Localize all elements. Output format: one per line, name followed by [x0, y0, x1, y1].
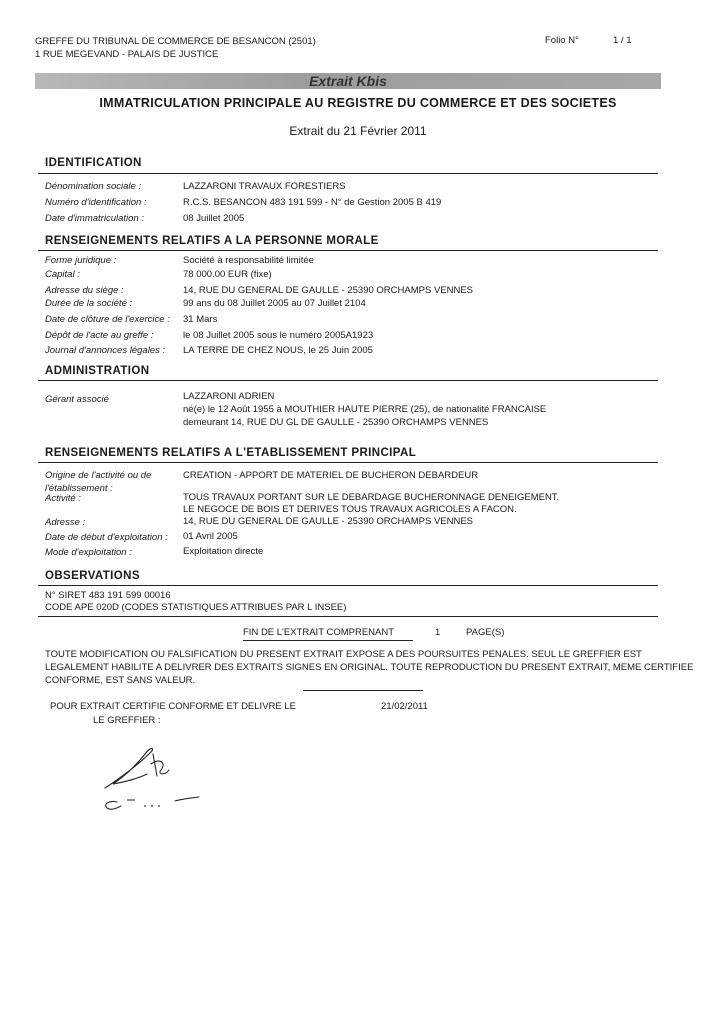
debut-exploitation-value: 01 Avril 2005 [183, 531, 238, 542]
origine-label-line2: l'établissement : [45, 483, 113, 494]
activite-value-line1: TOUS TRAVAUX PORTANT SUR LE DEBARDAGE BUCHERONNAGE DENEIGEMENT. [183, 492, 560, 503]
depot-label: Dépôt de l'acte au greffe : [45, 330, 154, 341]
gerant-name: LAZZARONI ADRIEN [183, 391, 275, 402]
siret-line: N° SIRET 483 191 599 00016 [45, 590, 171, 601]
activite-label: Activité : [45, 493, 81, 504]
section-personne-morale-heading: RENSEIGNEMENTS RELATIFS A LA PERSONNE MORALE [45, 235, 379, 247]
section-rule [38, 380, 658, 381]
greffe-name: GREFFE DU TRIBUNAL DE COMMERCE DE BESANCON (2501) [35, 36, 316, 47]
greffier-label: LE GREFFIER : [93, 715, 161, 726]
date-immatriculation-value: 08 Juillet 2005 [183, 213, 245, 224]
fin-extrait-count: 1 [435, 627, 441, 638]
mode-exploitation-value: Exploitation directe [183, 546, 264, 557]
activite-value-line2: LE NEGOCE DE BOIS ET DERIVES TOUS TRAVAUX AGRICOLES A FACON. [183, 504, 517, 515]
forme-juridique-value: Société à responsabilité limitée [183, 255, 314, 266]
folio-value: 1 / 1 [613, 35, 632, 46]
certifie-date: 21/02/2011 [381, 701, 428, 712]
adresse-label: Adresse : [45, 517, 86, 528]
section-observations-heading: OBSERVATIONS [45, 570, 140, 582]
depot-value: le 08 Juillet 2005 sous le numéro 2005A1923 [183, 330, 374, 341]
code-ape-line: CODE APE 020D (CODES STATISTIQUES ATTRIBUES PAR L INSEE) [45, 602, 347, 613]
section-rule [38, 585, 658, 586]
section-administration-heading: ADMINISTRATION [45, 365, 150, 377]
journal-label: Journal d'annonces légales : [45, 345, 166, 356]
siege-label: Adresse du siège : [45, 285, 124, 296]
greffe-address: 1 RUE MEGEVAND - PALAIS DE JUSTICE [35, 49, 219, 60]
denomination-value: LAZZARONI TRAVAUX FORESTIERS [183, 181, 346, 192]
duree-label: Durée de la société : [45, 298, 133, 309]
cloture-value: 31 Mars [183, 314, 218, 325]
observations-rule [38, 616, 658, 617]
warning-line3: CONFORME, EST SANS VALEUR. [45, 675, 196, 686]
kbis-banner [35, 73, 661, 89]
gerant-birth: né(e) le 12 Août 1955 à MOUTHIER HAUTE PIERRE (25), de nationalité FRANCAISE [183, 404, 547, 415]
greffier-signature [95, 740, 215, 820]
extract-date: Extrait du 21 Février 2011 [289, 124, 427, 138]
warning-line2: LEGALEMENT HABILITE A DELIVRER DES EXTRAITS SIGNES EN ORIGINAL. TOUTE REPRODUCTION DU PRESENT EXTRAIT, MEME CERTIFIEE [45, 662, 694, 673]
certifie-label: POUR EXTRAIT CERTIFIE CONFORME ET DELIVRE LE [50, 701, 296, 712]
section-identification-heading: IDENTIFICATION [45, 157, 142, 169]
warning-rule [303, 690, 423, 691]
warning-line1: TOUTE MODIFICATION OU FALSIFICATION DU PRESENT EXTRAIT EXPOSE A DES POURSUITES PENALES. SEUL LE GREFFIER EST [45, 649, 642, 660]
fin-extrait-pages: PAGE(S) [466, 627, 505, 638]
cloture-label: Date de clôture de l'exercice : [45, 314, 170, 325]
debut-exploitation-label: Date de début d'exploitation : [45, 532, 168, 543]
kbis-banner-title: Extrait Kbis [309, 73, 387, 89]
numero-label: Numéro d'identification : [45, 197, 147, 208]
section-rule [38, 250, 658, 251]
gerant-address: demeurant 14, RUE DU GL DE GAULLE - 25390 ORCHAMPS VENNES [183, 417, 489, 428]
origine-label-line1: Origine de l'activité ou de [45, 470, 152, 481]
fin-extrait-label: FIN DE L'EXTRAIT COMPRENANT [243, 627, 395, 638]
origine-value: CREATION - APPORT DE MATERIEL DE BUCHERON DEBARDEUR [183, 470, 479, 481]
gerant-label: Gérant associé [45, 394, 109, 405]
adresse-value: 14, RUE DU GENERAL DE GAULLE - 25390 ORCHAMPS VENNES [183, 516, 474, 527]
document-title: IMMATRICULATION PRINCIPALE AU REGISTRE DU COMMERCE ET DES SOCIETES [99, 96, 617, 110]
capital-value: 78 000.00 EUR (fixe) [183, 269, 272, 280]
mode-exploitation-label: Mode d'exploitation : [45, 547, 132, 558]
date-immatriculation-label: Date d'immatriculation : [45, 213, 144, 224]
duree-value: 99 ans du 08 Juillet 2005 au 07 Juillet 2104 [183, 298, 366, 309]
fin-extrait-rule [243, 640, 413, 641]
forme-juridique-label: Forme juridique : [45, 255, 117, 266]
journal-value: LA TERRE DE CHEZ NOUS, le 25 Juin 2005 [183, 345, 373, 356]
section-etablissement-heading: RENSEIGNEMENTS RELATIFS A L'ETABLISSEMENT PRINCIPAL [45, 447, 417, 459]
siege-value: 14, RUE DU GENERAL DE GAULLE - 25390 ORCHAMPS VENNES [183, 285, 474, 296]
numero-value: R.C.S. BESANCON 483 191 599 - N° de Gestion 2005 B 419 [183, 197, 442, 208]
folio-label: Folio N° [545, 35, 579, 46]
capital-label: Capital : [45, 269, 80, 280]
denomination-label: Dénomination sociale : [45, 181, 142, 192]
section-rule [38, 173, 658, 174]
section-rule [38, 462, 658, 463]
